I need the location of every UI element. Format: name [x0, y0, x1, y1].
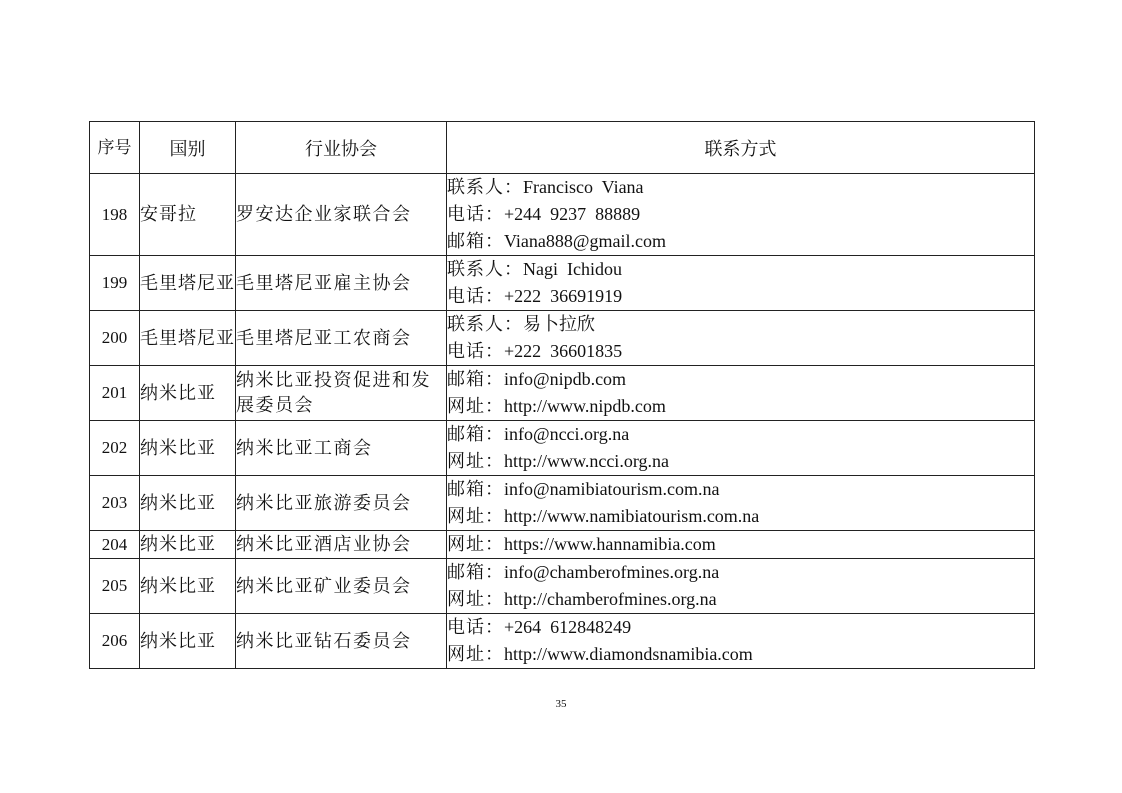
contact-value: info@nipdb.com	[504, 369, 627, 389]
contact-cell	[447, 476, 1035, 531]
row-number: 205	[90, 559, 140, 614]
contact-line	[447, 559, 1034, 586]
contact-value: 易卜拉欣	[523, 314, 595, 334]
row-number: 198	[90, 174, 140, 256]
contact-value: info@namibiatourism.com.na	[504, 479, 720, 499]
association-cell: 纳米比亚矿业委员会	[236, 559, 447, 614]
contact-line	[447, 393, 1034, 420]
table-row	[90, 256, 1035, 311]
association-cell: 纳米比亚投资促进和发展委员会	[236, 366, 447, 421]
contact-label: 联系人：	[447, 177, 523, 198]
row-number: 204	[90, 531, 140, 559]
country-cell: 纳米比亚	[140, 421, 236, 476]
association-cell: 纳米比亚钻石委员会	[236, 614, 447, 669]
country-cell: 纳米比亚	[140, 614, 236, 669]
contact-label: 电话：	[447, 341, 504, 362]
country-cell: 纳米比亚	[140, 531, 236, 559]
table-row	[90, 174, 1035, 256]
contact-line	[447, 531, 1034, 558]
contact-label: 邮箱：	[447, 369, 504, 390]
contact-value: +244 9237 88889	[504, 204, 641, 224]
row-number: 200	[90, 311, 140, 366]
header-row	[90, 122, 1035, 174]
row-number: 206	[90, 614, 140, 669]
row-number: 203	[90, 476, 140, 531]
contact-label: 网址：	[447, 534, 504, 555]
contact-line	[447, 476, 1034, 503]
contact-value: http://www.namibiatourism.com.na	[504, 506, 760, 526]
association-cell: 纳米比亚酒店业协会	[236, 531, 447, 559]
association-cell: 纳米比亚工商会	[236, 421, 447, 476]
contact-label: 网址：	[447, 589, 504, 610]
contact-value: info@ncci.org.na	[504, 424, 630, 444]
contact-line	[447, 338, 1034, 365]
contact-value: info@chamberofmines.org.na	[504, 562, 720, 582]
contact-label: 邮箱：	[447, 562, 504, 583]
contact-value: https://www.hannamibia.com	[504, 534, 716, 554]
contact-line	[447, 614, 1034, 641]
contact-value: +264 612848249	[504, 617, 632, 637]
contact-label: 网址：	[447, 644, 504, 665]
contact-line	[447, 421, 1034, 448]
contact-value: Francisco Viana	[523, 177, 644, 197]
country-cell: 纳米比亚	[140, 476, 236, 531]
contacts-table	[89, 121, 1035, 669]
contact-value: Viana888@gmail.com	[504, 231, 666, 251]
contact-line	[447, 641, 1034, 668]
table-body	[90, 174, 1035, 669]
page-number: 35	[555, 698, 567, 710]
contact-label: 网址：	[447, 506, 504, 527]
contact-line	[447, 201, 1034, 228]
contact-value: http://chamberofmines.org.na	[504, 589, 717, 609]
contact-cell	[447, 311, 1035, 366]
contact-line	[447, 366, 1034, 393]
country-cell: 毛里塔尼亚	[140, 256, 236, 311]
row-number: 201	[90, 366, 140, 421]
header-country: 国别	[140, 122, 236, 174]
header-contact: 联系方式	[447, 122, 1035, 174]
contact-label: 网址：	[447, 396, 504, 417]
country-cell: 安哥拉	[140, 174, 236, 256]
row-number: 202	[90, 421, 140, 476]
country-cell: 纳米比亚	[140, 559, 236, 614]
contact-line	[447, 228, 1034, 255]
table-row	[90, 614, 1035, 669]
association-cell: 毛里塔尼亚工农商会	[236, 311, 447, 366]
association-cell: 罗安达企业家联合会	[236, 174, 447, 256]
contact-label: 邮箱：	[447, 424, 504, 445]
contact-value: http://www.diamondsnamibia.com	[504, 644, 753, 664]
contact-value: Nagi Ichidou	[523, 259, 622, 279]
country-cell: 纳米比亚	[140, 366, 236, 421]
contact-line	[447, 174, 1034, 201]
contact-line	[447, 256, 1034, 283]
contact-value: +222 36691919	[504, 286, 623, 306]
contact-label: 电话：	[447, 617, 504, 638]
table-row	[90, 476, 1035, 531]
contact-value: http://www.nipdb.com	[504, 396, 666, 416]
contact-cell	[447, 531, 1035, 559]
contact-label: 电话：	[447, 286, 504, 307]
contact-cell	[447, 559, 1035, 614]
contact-label: 邮箱：	[447, 231, 504, 252]
contact-line	[447, 311, 1034, 338]
contact-label: 联系人：	[447, 259, 523, 280]
contact-value: http://www.ncci.org.na	[504, 451, 669, 471]
header-association: 行业协会	[236, 122, 447, 174]
association-cell: 纳米比亚旅游委员会	[236, 476, 447, 531]
table-row	[90, 311, 1035, 366]
contact-line	[447, 448, 1034, 475]
table-row	[90, 531, 1035, 559]
table-row	[90, 421, 1035, 476]
contact-label: 网址：	[447, 451, 504, 472]
association-cell: 毛里塔尼亚雇主协会	[236, 256, 447, 311]
contact-cell	[447, 421, 1035, 476]
contact-line	[447, 586, 1034, 613]
contact-label: 邮箱：	[447, 479, 504, 500]
row-number: 199	[90, 256, 140, 311]
table-row	[90, 559, 1035, 614]
contact-line	[447, 503, 1034, 530]
contact-label: 电话：	[447, 204, 504, 225]
contact-cell	[447, 174, 1035, 256]
contact-cell	[447, 614, 1035, 669]
table-row	[90, 366, 1035, 421]
contact-cell	[447, 366, 1035, 421]
country-cell: 毛里塔尼亚	[140, 311, 236, 366]
contact-value: +222 36601835	[504, 341, 623, 361]
contact-cell	[447, 256, 1035, 311]
contact-line	[447, 283, 1034, 310]
contact-label: 联系人：	[447, 314, 523, 335]
header-no: 序号	[90, 122, 140, 174]
